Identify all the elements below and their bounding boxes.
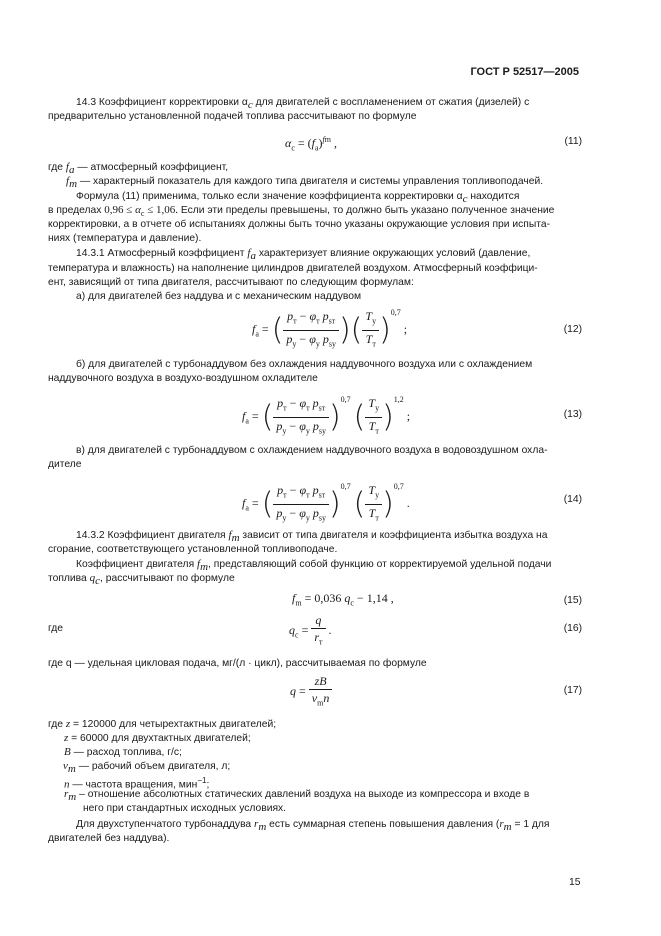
- where2-B: B — расход топлива, г/с;: [64, 746, 182, 758]
- where2-z2-text: = 60000 для двухтактных двигателей;: [71, 733, 251, 744]
- eq12-exp: 0,7: [390, 308, 401, 317]
- s1431-b2: наддувочного воздуха в воздухо-воздушном охладителе: [48, 373, 318, 384]
- where-fm: $f_m$ — характерный показатель для каждого типа двигателя и системы управления топливоподачей.: [66, 175, 544, 191]
- formula-12: $f_a$ = ( $\frac{p_т - \varphi_т p_{sт}}{p_у - \varphi_у p_{sу}}$ )( $\frac{T_у}{T_т}$ )$^{0,7}$ ;: [252, 308, 408, 349]
- eq14-exp2: 0,7: [393, 482, 404, 491]
- formula-17-number: (17): [563, 685, 582, 696]
- s1432-l3a: Коэффициент двигателя: [76, 559, 195, 570]
- formula-16-number: (16): [563, 623, 582, 634]
- formula-16: $q_c$ = $\frac{q}{r_т}$ .: [289, 613, 332, 647]
- where-fa-text: — атмосферный коэффициент,: [77, 162, 229, 173]
- s1431-c1: в) для двигателей с турбонаддувом с охлаждением наддувочного воздуха в водовоздушном охла-: [76, 445, 548, 456]
- s1432-l4b: , рассчитывают по формуле: [100, 573, 235, 584]
- formula-12-number: (12): [563, 324, 582, 335]
- final-l2: двигателей без наддува).: [48, 833, 170, 844]
- where2-n-text: — частота вращения, мин: [72, 779, 198, 791]
- para-formula11-l3: корректировки, а в отчете об испытаниях должны быть точно указаны окружающие условия при испыта-: [48, 219, 551, 230]
- section-14-3-line1: 14.3 Коэффициент корректировки $\alpha_c$ для двигателей с воспламенением от сжатия (дизелей) с: [76, 97, 530, 112]
- final-l1c: = 1 для: [514, 819, 550, 830]
- formula-13-number: (13): [563, 409, 582, 420]
- s1431-a: а) для двигателей без наддува и с механическим наддувом: [76, 291, 362, 302]
- formula-14: $f_a$ = ( $\frac{p_т - \varphi_т p_{sт}}{p_у - \varphi_у p_{sу}}$ )$^{0,7}$ ( $\frac{T_у}{T_т}$ )$^{0,7}$ .: [242, 482, 410, 523]
- s1431-c2: дителе: [48, 459, 82, 470]
- formula-11-number: (11): [564, 136, 582, 147]
- para-formula11-l1: Формула (11) применима, только если значение коэффициента корректировки $\alpha_c$ находится: [76, 191, 520, 206]
- s1432-l4: топлива $q_c$, рассчитывают по формуле: [48, 572, 235, 588]
- eq14-end: .: [406, 496, 410, 510]
- para-formula11-l2: в пределах $0,96 \le \alpha_c \le 1,06$. Если эти пределы превышены, то должно быть указано полученное значение: [48, 204, 555, 219]
- pf11-l2b: Если эти пределы превышены, то должно быть указано полученное значение: [180, 205, 555, 216]
- s1432-l2: сгорание, соответствующего установленной топливоподаче.: [48, 544, 338, 555]
- eq13-end: ;: [406, 409, 411, 423]
- s1431-l1: 14.3.1 Атмосферный коэффициент $f_a$ характеризует влияние окружающих условий (давление,: [76, 247, 531, 263]
- final-l1a: Для двухступенчатого турбонаддува: [76, 819, 252, 830]
- where2-B-text: — расход топлива, г/с;: [73, 747, 182, 758]
- formula-14-number: (14): [563, 494, 582, 505]
- formula-13: $f_a$ = ( $\frac{p_т - \varphi_т p_{sт}}{p_у - \varphi_у p_{sу}}$ )$^{0,7}$ ( $\frac{T_у}{T_т}$ )$^{1,2}$ ;: [242, 395, 411, 436]
- s1431-l1b: характеризует влияние окружающих условий (давление,: [258, 248, 531, 259]
- eq14-exp1: 0,7: [340, 482, 351, 491]
- where2-vm-text: — рабочий объем двигателя, л;: [78, 761, 231, 772]
- where2-z4: где z = 120000 для четырехтактных двигателей;: [48, 718, 277, 730]
- eq12-end: ;: [403, 322, 408, 336]
- formula-11: $\alpha_c = (f_a)^{fm}$ ,: [285, 135, 338, 153]
- where2-z4-text: = 120000 для четырехтактных двигателей;: [73, 719, 277, 730]
- s1431-l3: ент, зависящий от типа двигателя, рассчитывают по следующим формулам:: [48, 277, 414, 288]
- pf11-l2a: в пределах: [48, 205, 102, 216]
- s1432-l4a: топлива: [48, 573, 87, 584]
- eq13-exp2: 1,2: [393, 395, 404, 404]
- final-l1b: есть суммарная степень повышения давления (: [269, 819, 500, 830]
- section-14-3-line2: предварительно установленной подачей топлива рассчитывают по формуле: [48, 111, 417, 122]
- s1431-b1: б) для двигателей с турбонаддувом без охлаждения наддувочного воздуха или с охлаждением: [76, 359, 533, 370]
- s1431-l2: температура и влажность) на наполнение цилиндров двигателей воздухом. Атмосферный коэффици-: [48, 263, 538, 274]
- formula-15: $f_m = 0,036$ $q_c - 1,14$ ,: [292, 591, 394, 608]
- s143-l1b: для двигателей с воспламенением от сжатия (дизелей) с: [255, 97, 530, 108]
- eq16-where: где: [48, 623, 64, 634]
- s1432-l1a: 14.3.2 Коэффициент двигателя: [76, 530, 226, 541]
- pf11-l1: Формула (11) применима, только если значение коэффициента корректировки α: [76, 191, 463, 202]
- eq15-text2: − 1,14 ,: [356, 591, 394, 605]
- where2-r: $r_т$ – отношение абсолютных статических давлений воздуха на выходе из компрессора и входе в: [64, 788, 530, 804]
- s1432-l3b: , представляющий собой функцию от корректируемой удельной подачи: [208, 559, 552, 570]
- s1431-l1a: 14.3.1 Атмосферный коэффициент: [76, 248, 245, 259]
- eq17-intro: где q — удельная цикловая подача, мг/(л · цикл), рассчитываемая по формуле: [48, 658, 427, 669]
- where2-r-text: – отношение абсолютных статических давлений воздуха на выходе из компрессора и входе в: [79, 789, 530, 800]
- pf11-l1b: находится: [470, 191, 520, 202]
- formula-17: q = $\frac{zB}{v_mn}$: [290, 673, 332, 711]
- formula-15-number: (15): [563, 595, 582, 606]
- where2-r-cont: него при стандартных исходных условиях.: [83, 803, 287, 814]
- para-formula11-l4: ниях (температура и давление).: [48, 233, 202, 244]
- document-header: ГОСТ Р 52517—2005: [470, 66, 579, 78]
- page-number: 15: [569, 877, 581, 888]
- where2-z2: z = 60000 для двухтактных двигателей;: [64, 732, 251, 744]
- where2-n: n — частота вращения, мин$^{-1}$;: [64, 776, 210, 791]
- s143-l1: 14.3 Коэффициент корректировки α: [76, 97, 248, 108]
- final-l1: Для двухступенчатого турбонаддува $r_т$ есть суммарная степень повышения давления ($r_т = 1$ для: [76, 818, 550, 834]
- where-fm-text: — характерный показатель для каждого типа двигателя и системы управления топливоподачей.: [79, 176, 544, 187]
- eq15-text: = 0,036: [304, 591, 342, 605]
- s1432-l3: Коэффициент двигателя $f_m$, представляющий собой функцию от корректируемой удельной подачи: [76, 558, 552, 574]
- s1432-l1b: зависит от типа двигателя и коэффициента избытка воздуха на: [242, 530, 548, 541]
- where2-vm: $v_m$ — рабочий объем двигателя, л;: [63, 760, 231, 776]
- eq13-exp1: 0,7: [340, 395, 351, 404]
- where-fa: где $f_a$ — атмосферный коэффициент,: [48, 161, 229, 177]
- s1432-l1: 14.3.2 Коэффициент двигателя $f_m$ зависит от типа двигателя и коэффициента избытка воздуха на: [76, 529, 548, 545]
